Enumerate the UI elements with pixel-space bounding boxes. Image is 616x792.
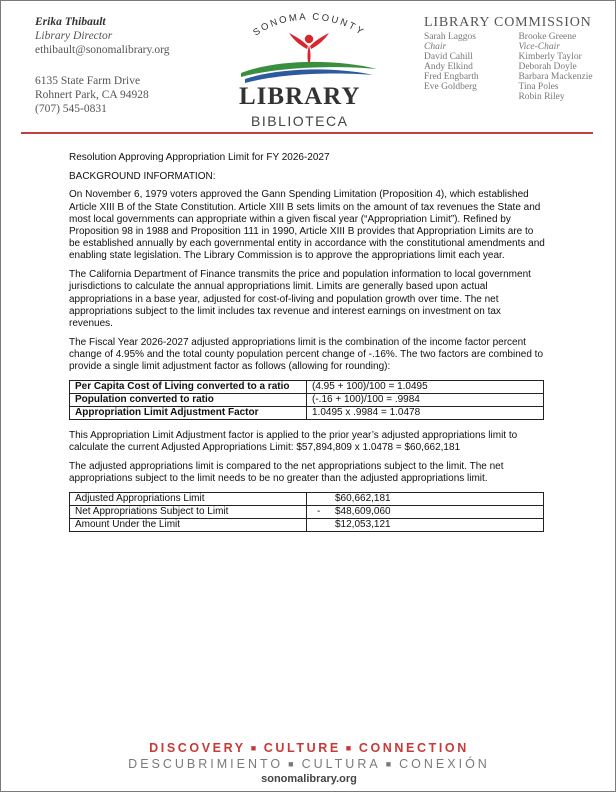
address-line-2: Rohnert Park, CA 94928 [35,89,149,101]
adjustment-factor-table [69,380,544,420]
commissioner-name: Fred Engbarth [424,72,479,82]
table-cell-value: 1.0495 x .9984 = 1.0478 [307,406,544,419]
table-cell-label: Amount Under the Limit [70,518,307,531]
paragraph-fiscal-year: The Fiscal Year 2026-2027 adjusted appropriations limit is the combination of the income factor percent change of 4.95% and the total county population percent change of -.16%. The two factors are combined to provide a single limit adjustment factor as follows (allowing for rounding): [69,336,544,373]
commissioner-name: Tina Poles [518,82,559,92]
table-cell-label: Net Appropriations Subject to Limit [70,505,307,518]
table-row [70,492,544,505]
header-divider [21,132,593,134]
director-block [35,15,170,116]
table-cell-label: Population converted to ratio [70,393,307,406]
footer-word: CONEXIÓN [399,757,490,771]
commissioner-name: David Cahill [424,52,473,62]
commissioner-name: Kimberly Taylor [518,52,582,62]
table-cell-label: Appropriation Limit Adjustment Factor [70,406,307,419]
table-row [70,518,544,531]
background-heading: BACKGROUND INFORMATION: [69,170,216,182]
director-title: Library Director [35,30,113,42]
commissioner-name: Sarah Laggos [424,32,476,42]
commission-block [424,15,600,102]
commissioner-name: Brooke Greene [518,32,577,42]
address-line-1: 6135 State Farm Drive [35,75,141,87]
footer-tagline-english: DISCOVERY ■ CULTURE ■ CONNECTION [149,741,469,755]
paragraph-adjustment-applied: This Appropriation Limit Adjustment factor is applied to the prior year’s adjusted appropriations limit to calculate the current Adjusted Appropriations Limit: $57,894,809 x 1.0478 = $60,662,181 [69,429,518,453]
footer-tagline-spanish: DESCUBRIMIENTO ■ CULTURA ■ CONEXIÓN [128,757,490,771]
director-email: ethibault@sonomalibrary.org [35,44,170,56]
footer-word: DISCOVERY [149,741,246,755]
paragraph-department-finance: The California Department of Finance transmits the price and population information to local government jurisdictions to calculate the annual appropriations limit. Limits are generally based upon actual appropriations in a base year, adjusted for cost-of-living and population growth over time. The net appropriations subject to the limit includes tax revenue and interest earnings on investment on tax revenues. [69,269,531,329]
table-row [70,380,544,393]
commission-title: LIBRARY COMMISSION [424,15,592,30]
commissioner-name: Eve Goldberg [424,82,477,92]
logo-library-word: LIBRARY [239,83,361,110]
footer-word: DESCUBRIMIENTO [128,757,284,771]
library-logo [227,9,391,131]
commissioner-name: Deborah Doyle [518,62,577,72]
paragraph-comparison: The adjusted appropriations limit is compared to the net appropriations subject to the limit. The net appropriations subject to the limit needs to be no greater than the adjusted appropriations limit. [69,460,504,484]
commissioner-role: Chair [424,42,447,52]
table-cell-value: $60,662,181 [307,492,544,505]
director-name: Erika Thibault [35,16,106,28]
table-row [70,406,544,419]
table-cell-value: - $48,609,060 [307,505,544,518]
phone-number: (707) 545-0831 [35,103,107,115]
limit-comparison-table [69,492,544,532]
logo-biblioteca-word: BIBLIOTECA [251,113,349,129]
table-cell-label: Adjusted Appropriations Limit [70,492,307,505]
commission-column-2 [518,32,600,102]
footer-word: CULTURA [301,757,381,771]
logo-arc-text: SONOMA COUNTY [251,11,367,39]
commissioner-name: Robin Riley [518,92,565,102]
document-title: Resolution Approving Appropriation Limit for FY 2026-2027 [69,152,330,163]
commission-column-1 [424,32,518,102]
table-cell-label: Per Capita Cost of Living converted to a ratio [70,380,307,393]
commissioner-name: Barbara Mackenzie [518,72,593,82]
footer-word: CONNECTION [358,741,469,755]
table-cell-value: (4.95 + 100)/100 = 1.0495 [307,380,544,393]
table-row [70,505,544,518]
table-row [70,393,544,406]
commissioner-role: Vice-Chair [518,42,560,52]
table-cell-value: $12,053,121 [307,518,544,531]
table-cell-value: (-.16 + 100)/100 = .9984 [307,393,544,406]
document-body [69,152,547,542]
paragraph-gann-limit: On November 6, 1979 voters approved the Gann Spending Limitation (Proposition 4), which established Article XIII B of the State Constitution. Article XIII B sets limits on the amount of tax revenues the State and most local governments can appropriate within a given fiscal year (“Appropriation Limit”). Refined by Proposition 98 in 1988 and Proposition 111 in 1990, Article XIII B provides that Appropriation Limits are to be established annually by each governmental entity in accordance with the constitutional amendments and enabling state legislation. The Library Commission is to approve the appropriations limit each year. [69,189,545,262]
footer-website-link[interactable]: sonomalibrary.org [261,773,357,785]
commissioner-name: Andy Elkind [424,62,473,72]
footer-word: CULTURE [263,741,341,755]
logo-figure-icon [227,9,391,89]
